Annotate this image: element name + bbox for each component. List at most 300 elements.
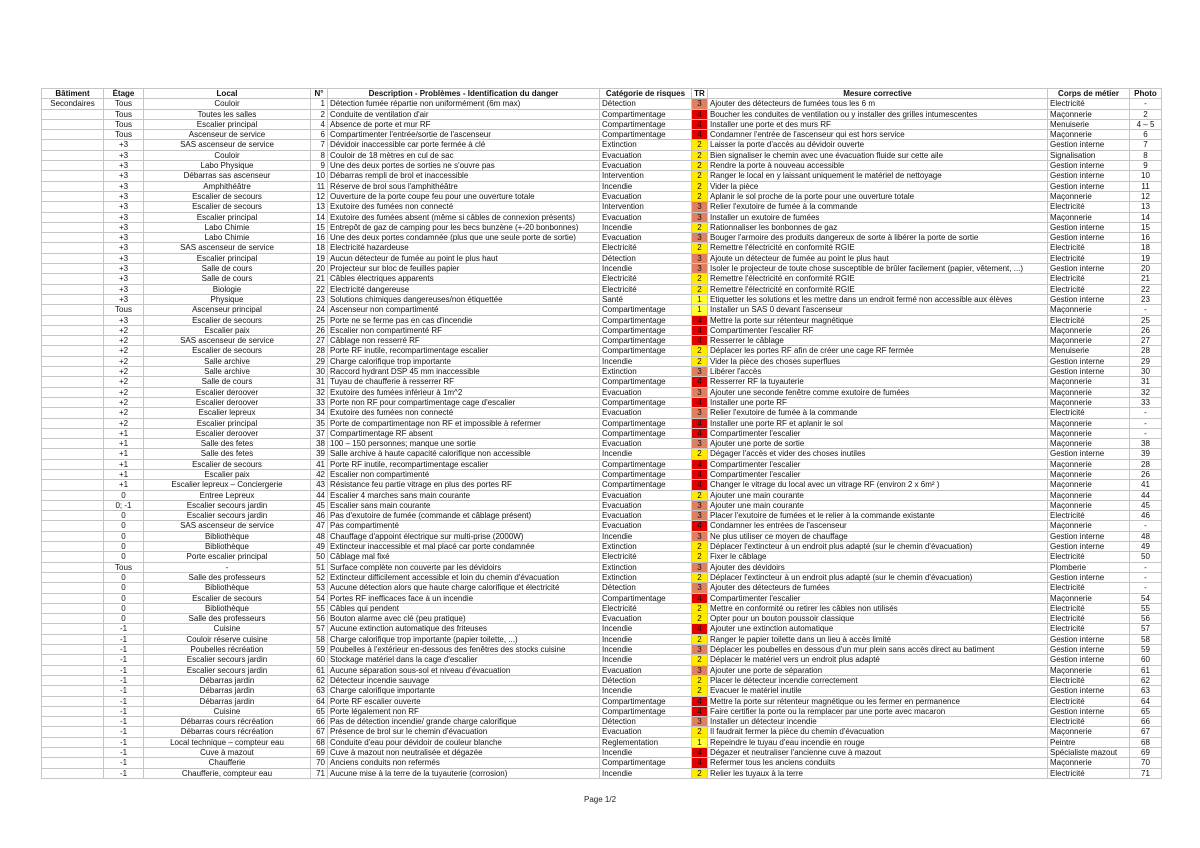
cell-photo: 7 (1130, 140, 1162, 150)
cell-categorie: Détection (600, 717, 692, 727)
cell-tr: 3 (692, 645, 708, 655)
cell-corps-metier: Electricité (1048, 284, 1130, 294)
cell-numero: 32 (311, 387, 328, 397)
cell-photo: 9 (1130, 161, 1162, 171)
cell-batiment (42, 706, 104, 716)
cell-categorie: Incendie (600, 634, 692, 644)
cell-etage: +2 (104, 336, 144, 346)
cell-numero: 25 (311, 315, 328, 325)
cell-photo: 6 (1130, 130, 1162, 140)
cell-categorie: Incendie (600, 748, 692, 758)
cell-local: Chaufferie (144, 758, 311, 768)
cell-corps-metier: Menuiserie (1048, 346, 1130, 356)
cell-etage: 0 (104, 552, 144, 562)
table-row (42, 346, 1162, 356)
table-row (42, 449, 1162, 459)
cell-numero: 37 (311, 428, 328, 438)
table-row (42, 202, 1162, 212)
cell-local: Couloir réserve cuisine (144, 634, 311, 644)
cell-tr: 2 (692, 634, 708, 644)
cell-etage: +3 (104, 140, 144, 150)
cell-tr: 4 (692, 459, 708, 469)
cell-numero: 42 (311, 469, 328, 479)
cell-description: Charge calorifique trop importante (papier toilette, ...) (328, 634, 600, 644)
cell-photo: 28 (1130, 459, 1162, 469)
cell-batiment (42, 696, 104, 706)
cell-etage: -1 (104, 717, 144, 727)
cell-corps-metier: Electricité (1048, 202, 1130, 212)
cell-mesure: Etiquetter les solutions et les mettre dans un endroit fermé non accessible aux élèves (708, 294, 1048, 304)
cell-numero: 63 (311, 686, 328, 696)
cell-tr: 4 (692, 397, 708, 407)
cell-categorie: Compartimentage (600, 418, 692, 428)
cell-photo: 10 (1130, 171, 1162, 181)
cell-etage: 0; -1 (104, 500, 144, 510)
cell-corps-metier: Maçonnerie (1048, 469, 1130, 479)
cell-description: Présence de brol sur le chemin d'évacuation (328, 727, 600, 737)
cell-photo: 71 (1130, 768, 1162, 778)
cell-description: Entrepôt de gaz de camping pour les becs bunzène (+-20 bonbonnes) (328, 222, 600, 232)
cell-categorie: Détection (600, 675, 692, 685)
cell-numero: 7 (311, 140, 328, 150)
cell-description: Résistance feu partie vitrage en plus des portes RF (328, 480, 600, 490)
cell-local: Escalier secours jardin (144, 511, 311, 521)
table-row (42, 511, 1162, 521)
cell-description: Chauffage d'appoint électrique sur multi-prise (2000W) (328, 531, 600, 541)
cell-photo: 15 (1130, 222, 1162, 232)
cell-tr: 3 (692, 202, 708, 212)
cell-mesure: Ajouter une extinction automatique (708, 624, 1048, 634)
cell-photo: - (1130, 562, 1162, 572)
cell-etage: +3 (104, 222, 144, 232)
cell-corps-metier: Electricité (1048, 243, 1130, 253)
cell-batiment (42, 264, 104, 274)
table-row (42, 109, 1162, 119)
cell-corps-metier: Electricité (1048, 624, 1130, 634)
cell-description: Electricité hazardeuse (328, 243, 600, 253)
cell-local: Salle des fetes (144, 449, 311, 459)
cell-local: Salle archive (144, 367, 311, 377)
cell-batiment (42, 675, 104, 685)
cell-numero: 21 (311, 274, 328, 284)
col-header-mesure: Mesure corrective (708, 89, 1048, 99)
cell-tr: 2 (692, 727, 708, 737)
cell-tr: 2 (692, 675, 708, 685)
cell-tr: 2 (692, 274, 708, 284)
cell-categorie: Electricité (600, 603, 692, 613)
cell-batiment (42, 428, 104, 438)
cell-numero: 28 (311, 346, 328, 356)
cell-categorie: Incendie (600, 655, 692, 665)
cell-corps-metier: Electricité (1048, 315, 1130, 325)
cell-tr: 4 (692, 325, 708, 335)
cell-photo: 57 (1130, 624, 1162, 634)
table-row (42, 397, 1162, 407)
cell-mesure: Ajouter une main courante (708, 490, 1048, 500)
cell-corps-metier: Electricité (1048, 253, 1130, 263)
cell-categorie: Compartimentage (600, 706, 692, 716)
cell-tr: 2 (692, 572, 708, 582)
cell-numero: 13 (311, 202, 328, 212)
table-row (42, 624, 1162, 634)
cell-photo: 31 (1130, 377, 1162, 387)
cell-tr: 3 (692, 531, 708, 541)
cell-photo: 44 (1130, 490, 1162, 500)
cell-description: Portes RF inefficaces face à un incendie (328, 593, 600, 603)
cell-etage: 0 (104, 583, 144, 593)
cell-etage: -1 (104, 655, 144, 665)
cell-tr: 2 (692, 346, 708, 356)
cell-batiment (42, 119, 104, 129)
cell-local: Amphithéâtre (144, 181, 311, 191)
cell-description: 100 – 150 personnes; manque une sortie (328, 439, 600, 449)
cell-batiment (42, 511, 104, 521)
cell-photo: - (1130, 418, 1162, 428)
cell-etage: +3 (104, 294, 144, 304)
cell-photo: 62 (1130, 675, 1162, 685)
cell-numero: 47 (311, 521, 328, 531)
cell-mesure: Déplacer les portes RF afin de créer une cage RF fermée (708, 346, 1048, 356)
cell-description: Aucune mise à la terre de la tuyauterie (corrosion) (328, 768, 600, 778)
cell-photo: 69 (1130, 748, 1162, 758)
cell-batiment (42, 480, 104, 490)
cell-categorie: Electricité (600, 274, 692, 284)
cell-corps-metier: Maçonnerie (1048, 480, 1130, 490)
cell-corps-metier: Electricité (1048, 768, 1130, 778)
cell-categorie: Compartimentage (600, 480, 692, 490)
cell-batiment (42, 336, 104, 346)
cell-corps-metier: Electricité (1048, 675, 1130, 685)
cell-etage: Tous (104, 130, 144, 140)
cell-photo: 59 (1130, 645, 1162, 655)
cell-mesure: Installer une porte et des murs RF (708, 119, 1048, 129)
cell-photo: 49 (1130, 542, 1162, 552)
table-row (42, 274, 1162, 284)
cell-local: Physique (144, 294, 311, 304)
cell-photo: 20 (1130, 264, 1162, 274)
table-row (42, 387, 1162, 397)
cell-etage: +3 (104, 315, 144, 325)
cell-local: Couloir (144, 99, 311, 109)
cell-mesure: Compartimenter l'escalier RF (708, 325, 1048, 335)
cell-etage: +2 (104, 418, 144, 428)
cell-numero: 67 (311, 727, 328, 737)
table-row (42, 428, 1162, 438)
cell-tr: 2 (692, 449, 708, 459)
cell-photo: 38 (1130, 439, 1162, 449)
cell-tr: 4 (692, 315, 708, 325)
cell-batiment (42, 758, 104, 768)
cell-description: Pas de détection incendie/ grande charge calorifique (328, 717, 600, 727)
cell-batiment (42, 294, 104, 304)
table-row (42, 696, 1162, 706)
cell-photo: 16 (1130, 233, 1162, 243)
cell-categorie: Reglementation (600, 737, 692, 747)
cell-description: Ascenseur non compartimenté (328, 305, 600, 315)
cell-corps-metier: Gestion interne (1048, 161, 1130, 171)
cell-corps-metier: Maçonnerie (1048, 439, 1130, 449)
cell-categorie: Compartimentage (600, 346, 692, 356)
cell-tr: 3 (692, 408, 708, 418)
cell-corps-metier: Maçonnerie (1048, 459, 1130, 469)
cell-description: Absence de porte et mur RF (328, 119, 600, 129)
cell-batiment (42, 449, 104, 459)
cell-batiment: Secondaires (42, 99, 104, 109)
cell-etage: 0 (104, 593, 144, 603)
table-row (42, 593, 1162, 603)
cell-numero: 31 (311, 377, 328, 387)
cell-batiment (42, 418, 104, 428)
table-row (42, 222, 1162, 232)
cell-categorie: Compartimentage (600, 428, 692, 438)
cell-tr: 2 (692, 768, 708, 778)
cell-numero: 16 (311, 233, 328, 243)
cell-etage: -1 (104, 624, 144, 634)
cell-local: Biologie (144, 284, 311, 294)
cell-mesure: Mettre la porte sur rétenteur magnétique ou les fermer en permanence (708, 696, 1048, 706)
cell-etage: +3 (104, 253, 144, 263)
cell-batiment (42, 768, 104, 778)
cell-numero: 59 (311, 645, 328, 655)
cell-photo: 55 (1130, 603, 1162, 613)
table-row (42, 315, 1162, 325)
cell-description: Raccord hydrant DSP 45 mm inaccessible (328, 367, 600, 377)
cell-batiment (42, 253, 104, 263)
cell-corps-metier: Electricité (1048, 696, 1130, 706)
cell-mesure: Dégazer et neutraliser l'ancienne cuve à mazout (708, 748, 1048, 758)
cell-tr: 3 (692, 233, 708, 243)
table-row (42, 253, 1162, 263)
cell-numero: 18 (311, 243, 328, 253)
cell-batiment (42, 542, 104, 552)
cell-description: Charge calorifique importante (328, 686, 600, 696)
cell-batiment (42, 459, 104, 469)
cell-categorie: Evacuation (600, 387, 692, 397)
cell-etage: 0 (104, 521, 144, 531)
table-row (42, 748, 1162, 758)
cell-local: Ascenseur principal (144, 305, 311, 315)
cell-batiment (42, 500, 104, 510)
cell-categorie: Incendie (600, 222, 692, 232)
cell-etage: +1 (104, 428, 144, 438)
cell-mesure: Ajouter une porte de séparation (708, 665, 1048, 675)
cell-batiment (42, 367, 104, 377)
table-row (42, 171, 1162, 181)
cell-numero: 12 (311, 191, 328, 201)
cell-numero: 4 (311, 119, 328, 129)
table-row (42, 233, 1162, 243)
cell-photo: 41 (1130, 480, 1162, 490)
cell-corps-metier: Gestion interne (1048, 233, 1130, 243)
cell-description: Porte RF inutile, recompartimentage escalier (328, 346, 600, 356)
cell-local: Escalier principal (144, 212, 311, 222)
cell-mesure: Changer le vitrage du local avec un vitrage RF (environ 2 x 6m² ) (708, 480, 1048, 490)
table-body (42, 99, 1162, 779)
cell-batiment (42, 109, 104, 119)
table-row (42, 336, 1162, 346)
cell-tr: 2 (692, 603, 708, 613)
cell-etage: +3 (104, 161, 144, 171)
cell-categorie: Extinction (600, 562, 692, 572)
cell-corps-metier: Signalisation (1048, 150, 1130, 160)
cell-batiment (42, 614, 104, 624)
cell-etage: -1 (104, 696, 144, 706)
cell-etage: Tous (104, 99, 144, 109)
table-row (42, 500, 1162, 510)
cell-photo: 4 – 5 (1130, 119, 1162, 129)
cell-etage: +1 (104, 459, 144, 469)
cell-tr: 3 (692, 717, 708, 727)
table-row (42, 717, 1162, 727)
cell-photo: 21 (1130, 274, 1162, 284)
cell-description: Porte légalement non RF (328, 706, 600, 716)
cell-mesure: Remettre l'électricité en conformité RGIE (708, 284, 1048, 294)
col-header-batiment: Bâtiment (42, 89, 104, 99)
table-row (42, 521, 1162, 531)
cell-mesure: Refermer tous les anciens conduits (708, 758, 1048, 768)
cell-photo: 67 (1130, 727, 1162, 737)
cell-etage: +1 (104, 480, 144, 490)
cell-batiment (42, 603, 104, 613)
table-row (42, 439, 1162, 449)
cell-numero: 27 (311, 336, 328, 346)
cell-local: Cuve à mazout (144, 748, 311, 758)
table-row (42, 655, 1162, 665)
cell-mesure: Dégager l'accès et vider des choses inutiles (708, 449, 1048, 459)
cell-local: SAS ascenseur de service (144, 336, 311, 346)
cell-etage: +3 (104, 191, 144, 201)
table-row (42, 119, 1162, 129)
cell-photo: - (1130, 572, 1162, 582)
cell-corps-metier: Maçonnerie (1048, 758, 1130, 768)
table-row (42, 161, 1162, 171)
cell-mesure: Installer une porte RF (708, 397, 1048, 407)
col-header-tr: TR (692, 89, 708, 99)
table-row (42, 768, 1162, 778)
cell-description: Câblage non resserré RF (328, 336, 600, 346)
cell-local: Débarras jardin (144, 686, 311, 696)
cell-local: Labo Chimie (144, 222, 311, 232)
cell-numero: 70 (311, 758, 328, 768)
cell-numero: 69 (311, 748, 328, 758)
cell-numero: 66 (311, 717, 328, 727)
cell-local: Bibliothèque (144, 531, 311, 541)
cell-etage: +2 (104, 397, 144, 407)
cell-local: Escalier lepreux – Conciergerie (144, 480, 311, 490)
cell-tr: 3 (692, 562, 708, 572)
cell-description: Pas compartimenté (328, 521, 600, 531)
cell-etage: -1 (104, 758, 144, 768)
cell-numero: 22 (311, 284, 328, 294)
table-row (42, 459, 1162, 469)
table-row (42, 418, 1162, 428)
cell-batiment (42, 181, 104, 191)
cell-corps-metier: Maçonnerie (1048, 521, 1130, 531)
cell-corps-metier: Electricité (1048, 99, 1130, 109)
cell-corps-metier: Maçonnerie (1048, 418, 1130, 428)
cell-batiment (42, 521, 104, 531)
cell-numero: 41 (311, 459, 328, 469)
cell-mesure: Installer un exutoire de fumées (708, 212, 1048, 222)
cell-numero: 1 (311, 99, 328, 109)
cell-tr: 4 (692, 696, 708, 706)
cell-mesure: Relier l'exutoire de fumée à la commande (708, 408, 1048, 418)
cell-description: Stockage matériel dans la cage d'escalier (328, 655, 600, 665)
cell-photo: - (1130, 583, 1162, 593)
cell-mesure: Ajouter des détecteurs de fumées (708, 583, 1048, 593)
col-header-etage: Étage (104, 89, 144, 99)
cell-corps-metier: Gestion interne (1048, 655, 1130, 665)
cell-mesure: Relier l'exutoire de fumée à la commande (708, 202, 1048, 212)
cell-tr: 4 (692, 469, 708, 479)
cell-numero: 56 (311, 614, 328, 624)
cell-batiment (42, 727, 104, 737)
cell-batiment (42, 233, 104, 243)
cell-categorie: Evacuation (600, 521, 692, 531)
cell-batiment (42, 274, 104, 284)
cell-batiment (42, 624, 104, 634)
table-row (42, 645, 1162, 655)
cell-description: Extincteur inaccessible et mal placé car porte condamnée (328, 542, 600, 552)
cell-etage: -1 (104, 706, 144, 716)
cell-batiment (42, 161, 104, 171)
cell-local: Salle de cours (144, 377, 311, 387)
cell-etage: +2 (104, 377, 144, 387)
cell-description: Escalier non compartimenté RF (328, 325, 600, 335)
cell-batiment (42, 655, 104, 665)
cell-numero: 48 (311, 531, 328, 541)
cell-mesure: Ne plus utiliser ce moyen de chauffage (708, 531, 1048, 541)
cell-batiment (42, 748, 104, 758)
table-row (42, 758, 1162, 768)
cell-corps-metier: Maçonnerie (1048, 336, 1130, 346)
cell-numero: 68 (311, 737, 328, 747)
cell-description: Ouverture de la porte coupe feu pour une ouverture totale (328, 191, 600, 201)
cell-categorie: Evacuation (600, 511, 692, 521)
cell-corps-metier: Maçonnerie (1048, 377, 1130, 387)
cell-etage: +2 (104, 346, 144, 356)
table-row (42, 191, 1162, 201)
cell-tr: 3 (692, 511, 708, 521)
cell-local: Local technique – compteur eau (144, 737, 311, 747)
cell-etage: +3 (104, 243, 144, 253)
cell-tr: 4 (692, 428, 708, 438)
cell-etage: 0 (104, 531, 144, 541)
cell-description: Poubelles à l'extérieur en-dessous des fenêtres des stocks cuisine (328, 645, 600, 655)
table-row (42, 469, 1162, 479)
cell-tr: 2 (692, 686, 708, 696)
cell-mesure: Placer l'exutoire de fumées et le relier à la commande existante (708, 511, 1048, 521)
cell-numero: 49 (311, 542, 328, 552)
cell-photo: 29 (1130, 356, 1162, 366)
cell-description: Charge calorifique trop importante (328, 356, 600, 366)
cell-numero: 52 (311, 572, 328, 582)
cell-etage: 0 (104, 511, 144, 521)
cell-batiment (42, 397, 104, 407)
cell-numero: 57 (311, 624, 328, 634)
cell-local: Débarras cours récréation (144, 727, 311, 737)
cell-etage: +3 (104, 171, 144, 181)
cell-batiment (42, 717, 104, 727)
cell-numero: 10 (311, 171, 328, 181)
cell-local: Escalier lepreux (144, 408, 311, 418)
table-row (42, 562, 1162, 572)
cell-mesure: Vider la pièce (708, 181, 1048, 191)
cell-categorie: Compartimentage (600, 459, 692, 469)
cell-local: Escalier de secours (144, 315, 311, 325)
cell-description: Escalier non compartimenté (328, 469, 600, 479)
cell-corps-metier: Maçonnerie (1048, 212, 1130, 222)
